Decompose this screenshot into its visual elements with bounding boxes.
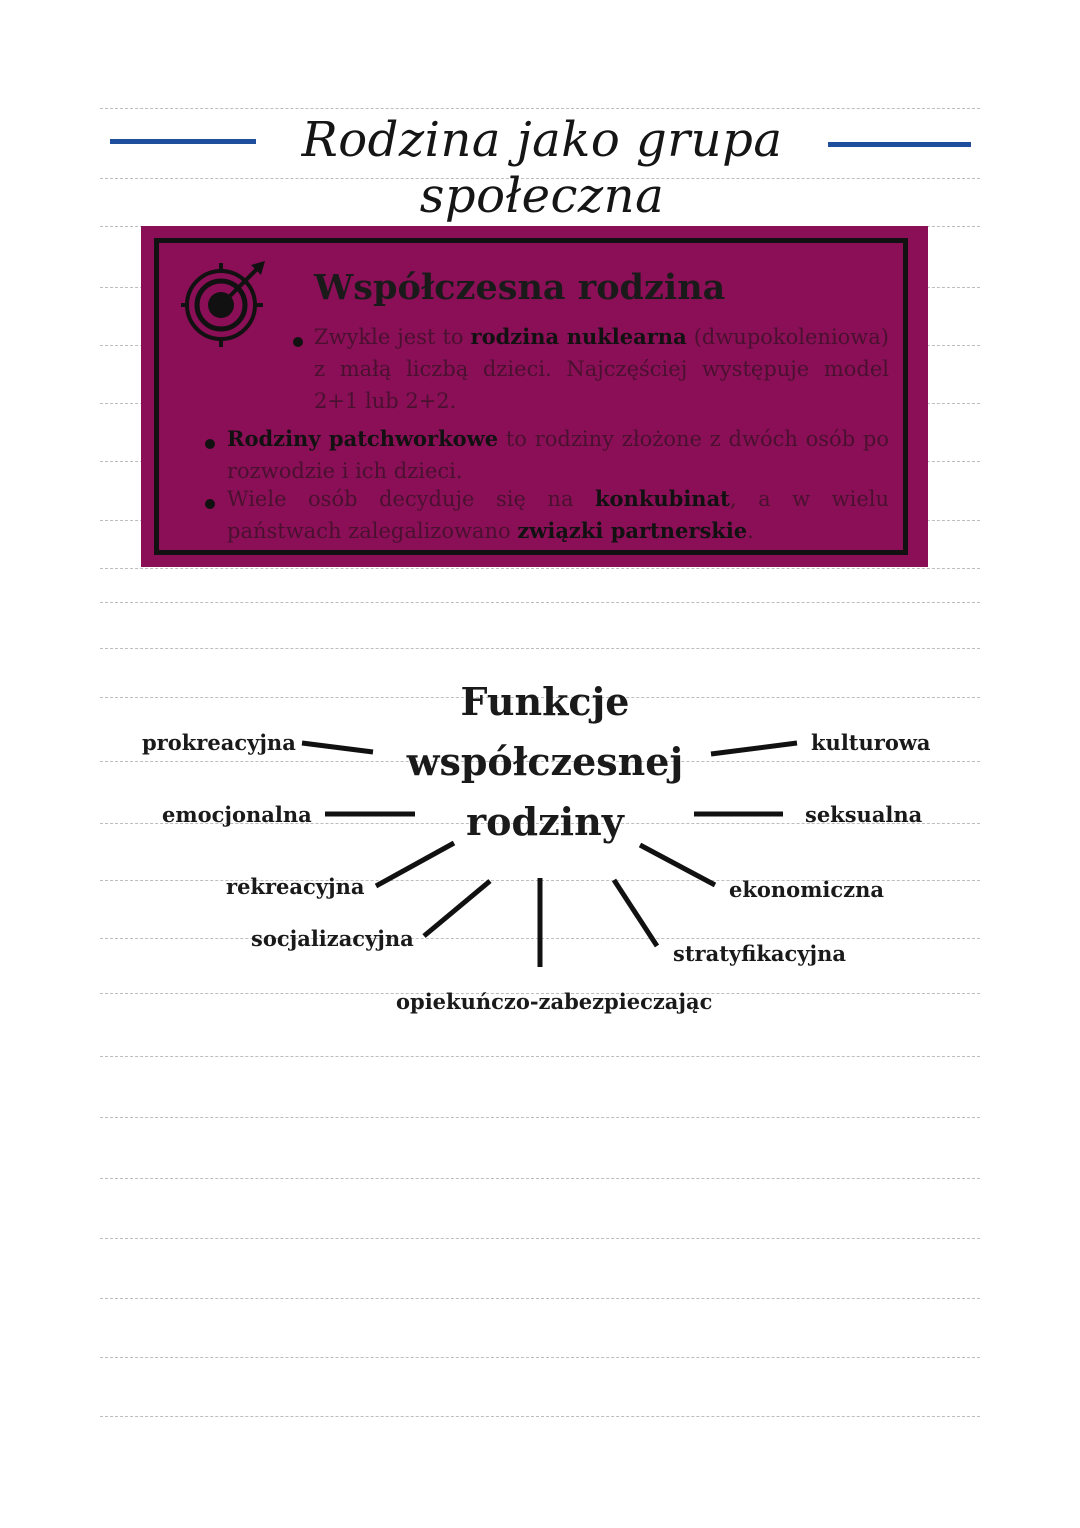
spoke-kulturowa [711,743,797,754]
function-socjalizacyjna: socjalizacyjna [251,926,414,951]
bold-term: konkubinat [595,486,730,511]
function-rekreacyjna: rekreacyjna [226,874,365,899]
text-segment: . [747,519,754,543]
text-segment: (dwupokoleniowa) z małą liczbą dzieci. Najczęściej występuje model 2+1 lub 2+2. [314,325,889,413]
text-segment: , a w wielu państwach zalegalizowano [227,487,889,543]
function-kulturowa: kulturowa [811,730,931,755]
page-title: Rodzina jako grupa społeczna [301,112,783,224]
spoke-stratyfikacyjna [614,880,657,946]
function-emocjonalna: emocjonalna [162,802,312,827]
bold-term: rodzina nuklearna [470,324,687,349]
function-ekonomiczna: ekonomiczna [729,877,884,902]
function-seksualna: seksualna [805,802,923,827]
function-opiekunczo-zabezpieczajac: opiekuńczo-zabezpieczając [396,989,713,1014]
text-segment: Wiele osób decyduje się na [227,487,595,511]
spoke-prokreacyjna [302,743,373,752]
bold-term: Rodziny patchworkowe [227,426,499,451]
center-line: Funkcje [460,679,630,724]
bold-term: związki partnerskie [517,518,748,543]
spoke-socjalizacyjna [424,881,490,936]
text-segment: to rodziny złożone z dwóch osób po rozwodzie i ich dzieci. [227,427,889,483]
center-line: współczesnej [406,739,684,784]
text-segment: Zwykle jest to [314,325,471,349]
box-title: Współczesna rodzina [314,267,726,308]
function-prokreacyjna: prokreacyjna [142,730,296,755]
function-stratyfikacyjna: stratyfikacyjna [673,941,846,966]
center-line: rodziny [466,799,624,844]
diagram-center-title [400,672,690,852]
